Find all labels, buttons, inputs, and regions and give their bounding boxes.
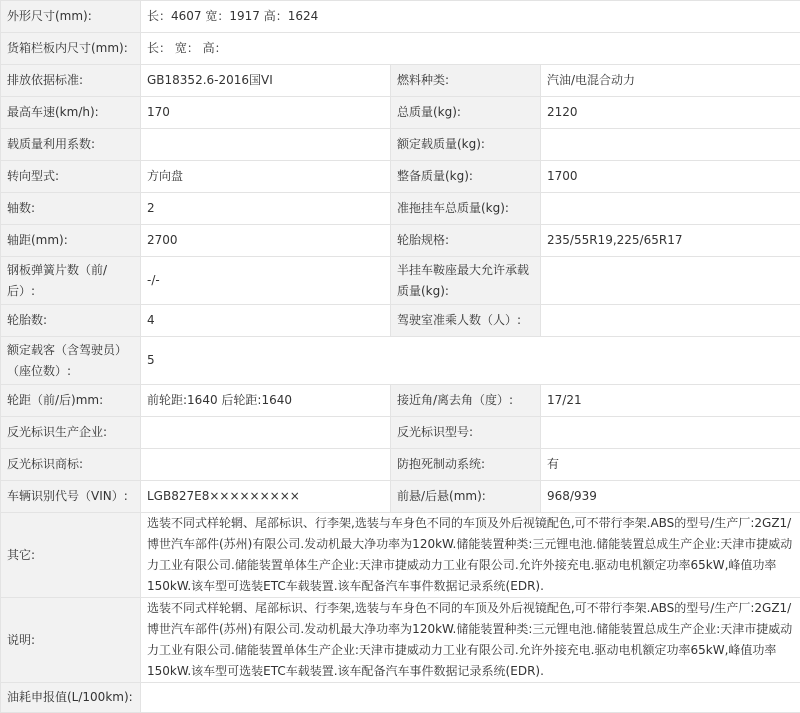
- field-label: 总质量(kg):: [391, 97, 541, 129]
- field-label: 接近角/离去角（度）:: [391, 385, 541, 417]
- field-value: [141, 129, 391, 161]
- field-value: 4: [141, 305, 391, 337]
- field-value: [541, 257, 800, 305]
- table-row: [1, 305, 800, 337]
- field-label: 载质量利用系数:: [1, 129, 141, 161]
- field-value: [141, 417, 391, 449]
- field-value: GB18352.6-2016国VI: [141, 65, 391, 97]
- field-value: 方向盘: [141, 161, 391, 193]
- field-value: 有: [541, 449, 800, 481]
- fuel-value: [141, 683, 800, 713]
- table-row: [1, 193, 800, 225]
- field-label: 外形尺寸(mm):: [1, 1, 141, 33]
- note-label: 说明:: [1, 598, 141, 683]
- table-row: [1, 1, 800, 33]
- field-label: 转向型式:: [1, 161, 141, 193]
- table-row: [1, 513, 800, 598]
- field-value: 968/939: [541, 481, 800, 513]
- field-value: 前轮距:1640 后轮距:1640: [141, 385, 391, 417]
- field-label: 额定载客（含驾驶员）（座位数）:: [1, 337, 141, 385]
- field-label: 防抱死制动系统:: [391, 449, 541, 481]
- field-label: 前悬/后悬(mm):: [391, 481, 541, 513]
- field-value: 长：4607 宽：1917 高：1624: [141, 1, 800, 33]
- field-value: [541, 305, 800, 337]
- field-value: LGB827E8×××××××××: [141, 481, 391, 513]
- field-label: 最高车速(km/h):: [1, 97, 141, 129]
- field-value: 17/21: [541, 385, 800, 417]
- field-label: 轮距（前/后)mm:: [1, 385, 141, 417]
- field-value: 1700: [541, 161, 800, 193]
- field-label: 排放依据标准:: [1, 65, 141, 97]
- field-label: 车辆识别代号（VIN）:: [1, 481, 141, 513]
- table-row: [1, 161, 800, 193]
- other-text: 选装不同式样轮辋、尾部标识、行李架,选装与车身色不同的车顶及外后视镜配色,可不带行李架.ABS的型号/生产厂:2GZ1/博世汽车部件(苏州)有限公司.发动机最大净功率为120kW.储能装置种类:三元锂电池.储能装置总成生产企业:天津市捷威动力工业有限公司.储能装置单体生产企业:天津市捷威动力工业有限公司.允许外接充电.驱动电机额定功率65kW,峰值功率150kW.该车型可选装ETC车载装置.该车配备汽车事件数据记录系统(EDR).: [141, 513, 800, 598]
- field-label: 反光标识商标:: [1, 449, 141, 481]
- table-row: [1, 33, 800, 65]
- field-label: 额定载质量(kg):: [391, 129, 541, 161]
- table-row: [1, 449, 800, 481]
- table-row: [1, 257, 800, 305]
- field-value: [141, 449, 391, 481]
- field-value: 5: [141, 337, 800, 385]
- field-label: 轴距(mm):: [1, 225, 141, 257]
- field-value: 170: [141, 97, 391, 129]
- field-value: 2120: [541, 97, 800, 129]
- field-value: [541, 417, 800, 449]
- table-row: [1, 97, 800, 129]
- table-row: [1, 598, 800, 683]
- field-label: 货箱栏板内尺寸(mm):: [1, 33, 141, 65]
- field-label: 半挂车鞍座最大允许承载质量(kg):: [391, 257, 541, 305]
- table-row: [1, 65, 800, 97]
- field-label: 反光标识型号:: [391, 417, 541, 449]
- field-label: 反光标识生产企业:: [1, 417, 141, 449]
- field-value: [541, 129, 800, 161]
- table-row: [1, 481, 800, 513]
- field-value: 汽油/电混合动力: [541, 65, 800, 97]
- table-row: [1, 129, 800, 161]
- table-row: [1, 225, 800, 257]
- field-label: 轮胎规格:: [391, 225, 541, 257]
- field-value: 2700: [141, 225, 391, 257]
- fuel-label: 油耗申报值(L/100km):: [1, 683, 141, 713]
- field-value: -/-: [141, 257, 391, 305]
- table-row: [1, 417, 800, 449]
- field-value: 235/55R19,225/65R17: [541, 225, 800, 257]
- field-label: 钢板弹簧片数（前/后）:: [1, 257, 141, 305]
- field-value: 长： 宽： 高：: [141, 33, 800, 65]
- field-label: 驾驶室准乘人数（人）:: [391, 305, 541, 337]
- field-value: [541, 193, 800, 225]
- field-label: 整备质量(kg):: [391, 161, 541, 193]
- field-label: 轮胎数:: [1, 305, 141, 337]
- field-label: 准拖挂车总质量(kg):: [391, 193, 541, 225]
- other-label: 其它:: [1, 513, 141, 598]
- table-row: [1, 385, 800, 417]
- note-text: 选装不同式样轮辋、尾部标识、行李架,选装与车身色不同的车顶及外后视镜配色,可不带行李架.ABS的型号/生产厂:2GZ1/博世汽车部件(苏州)有限公司.发动机最大净功率为120kW.储能装置种类:三元锂电池.储能装置总成生产企业:天津市捷威动力工业有限公司.储能装置单体生产企业:天津市捷威动力工业有限公司.允许外接充电.驱动电机额定功率65kW,峰值功率150kW.该车型可选装ETC车载装置.该车配备汽车事件数据记录系统(EDR).: [141, 598, 800, 683]
- field-label: 轴数:: [1, 193, 141, 225]
- field-label: 燃料种类:: [391, 65, 541, 97]
- table-row: [1, 683, 800, 713]
- field-value: 2: [141, 193, 391, 225]
- table-row: [1, 337, 800, 385]
